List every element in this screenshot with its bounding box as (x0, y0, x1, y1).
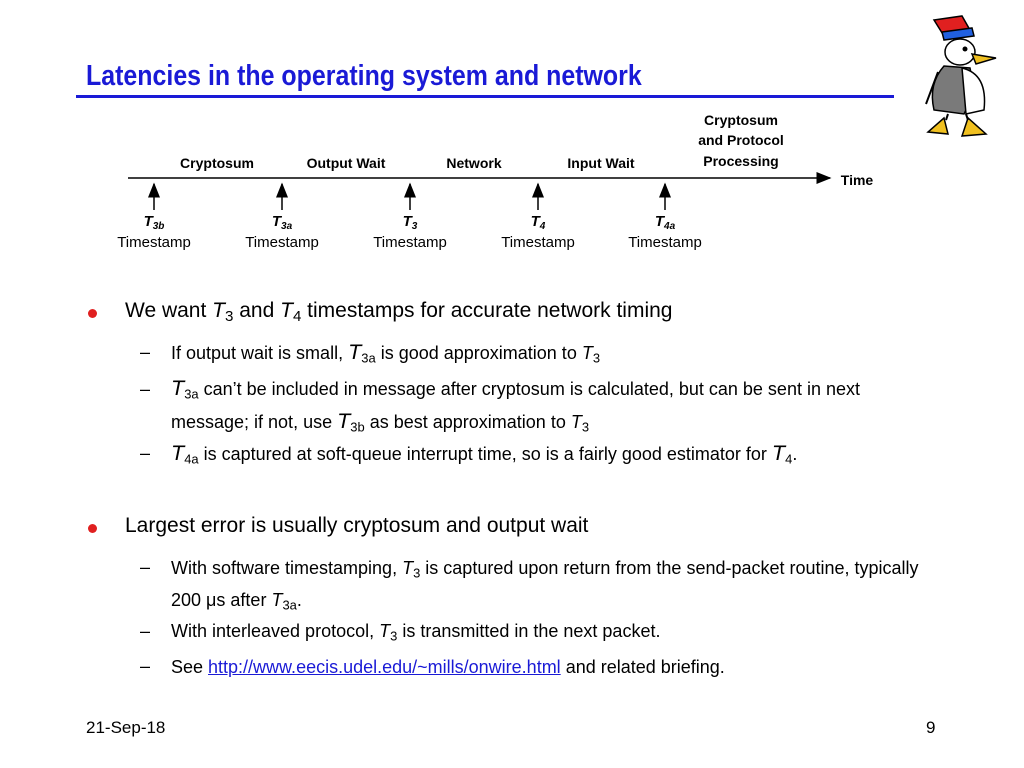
processing-label-line2: and Protocol (698, 132, 784, 148)
footer-page-number: 9 (926, 718, 936, 737)
bullet-dot (88, 524, 97, 533)
timestamp-label-t3a: Timestamp (245, 234, 319, 251)
timestamp-var-t3a: $T_{3a}$ (271, 213, 293, 232)
timestamp-label-t3b: Timestamp (117, 234, 191, 251)
sub-item-interleaved: With interleaved protocol, $T_3$ is transmitted in the next packet. (171, 621, 661, 644)
sub-item-see-link: See http://www.eecis.udel.edu/~mills/onwire.html and related briefing. (171, 657, 725, 677)
sub-item-cryptosum: $T_{3a}$ can’t be included in message after cryptosum is calculated, but can be sent in next message; if not, use $T_{3b}$ as best approximation to $T_3$ (171, 375, 860, 435)
timestamp-var-t3b: $T_{3b}$ (143, 213, 165, 232)
timestamp-label-t4: Timestamp (501, 234, 575, 251)
timestamp-label-t4a: Timestamp (628, 234, 702, 251)
onwire-link[interactable]: http://www.eecis.udel.edu/~mills/onwire.html (208, 657, 561, 677)
timestamp-label-t3: Timestamp (373, 234, 447, 251)
segment-label-network: Network (446, 155, 502, 171)
dash-marker: – (140, 342, 151, 362)
timestamp-var-t4a: $T_{4a}$ (654, 213, 676, 232)
processing-label-line1: Cryptosum (704, 112, 778, 128)
processing-label-line3: Processing (703, 153, 779, 169)
latency-timeline-diagram (0, 100, 1024, 260)
bullet-item-timestamps: We want $T_3$ and $T_4$ timestamps for accurate network timing (125, 299, 673, 326)
segment-label-cryptosum: Cryptosum (180, 155, 254, 171)
dash-marker: – (140, 443, 151, 463)
dash-marker: – (140, 379, 151, 399)
footer-date: 21-Sep-18 (86, 718, 166, 737)
dash-marker: – (140, 557, 151, 577)
timestamp-var-t4: $T_4$ (530, 213, 546, 232)
time-axis-label: Time (840, 172, 874, 188)
sub-item-output-wait: If output wait is small, $T_{3a}$ is good approximation to $T_3$ (171, 339, 601, 366)
segment-label-output-wait: Output Wait (306, 155, 386, 171)
sub-item-software-timestamping: With software timestamping, $T_3$ is captured upon return from the send-packet routine, typically 200 μs after $T_{3a}$. (171, 558, 919, 613)
dash-marker: – (140, 656, 151, 676)
title-underline (76, 95, 894, 98)
timestamp-var-t3: $T_3$ (402, 213, 418, 232)
bullet-item-largest-error: Largest error is usually cryptosum and output wait (125, 514, 589, 537)
sub-item-soft-queue: $T_{4a}$ is captured at soft-queue interrupt time, so is a fairly good estimator for $T_4$. (171, 440, 798, 467)
slide-title: Latencies in the operating system and network (86, 60, 642, 92)
bullet-dot (88, 309, 97, 318)
segment-label-input-wait: Input Wait (567, 155, 635, 171)
dash-marker: – (140, 621, 151, 641)
